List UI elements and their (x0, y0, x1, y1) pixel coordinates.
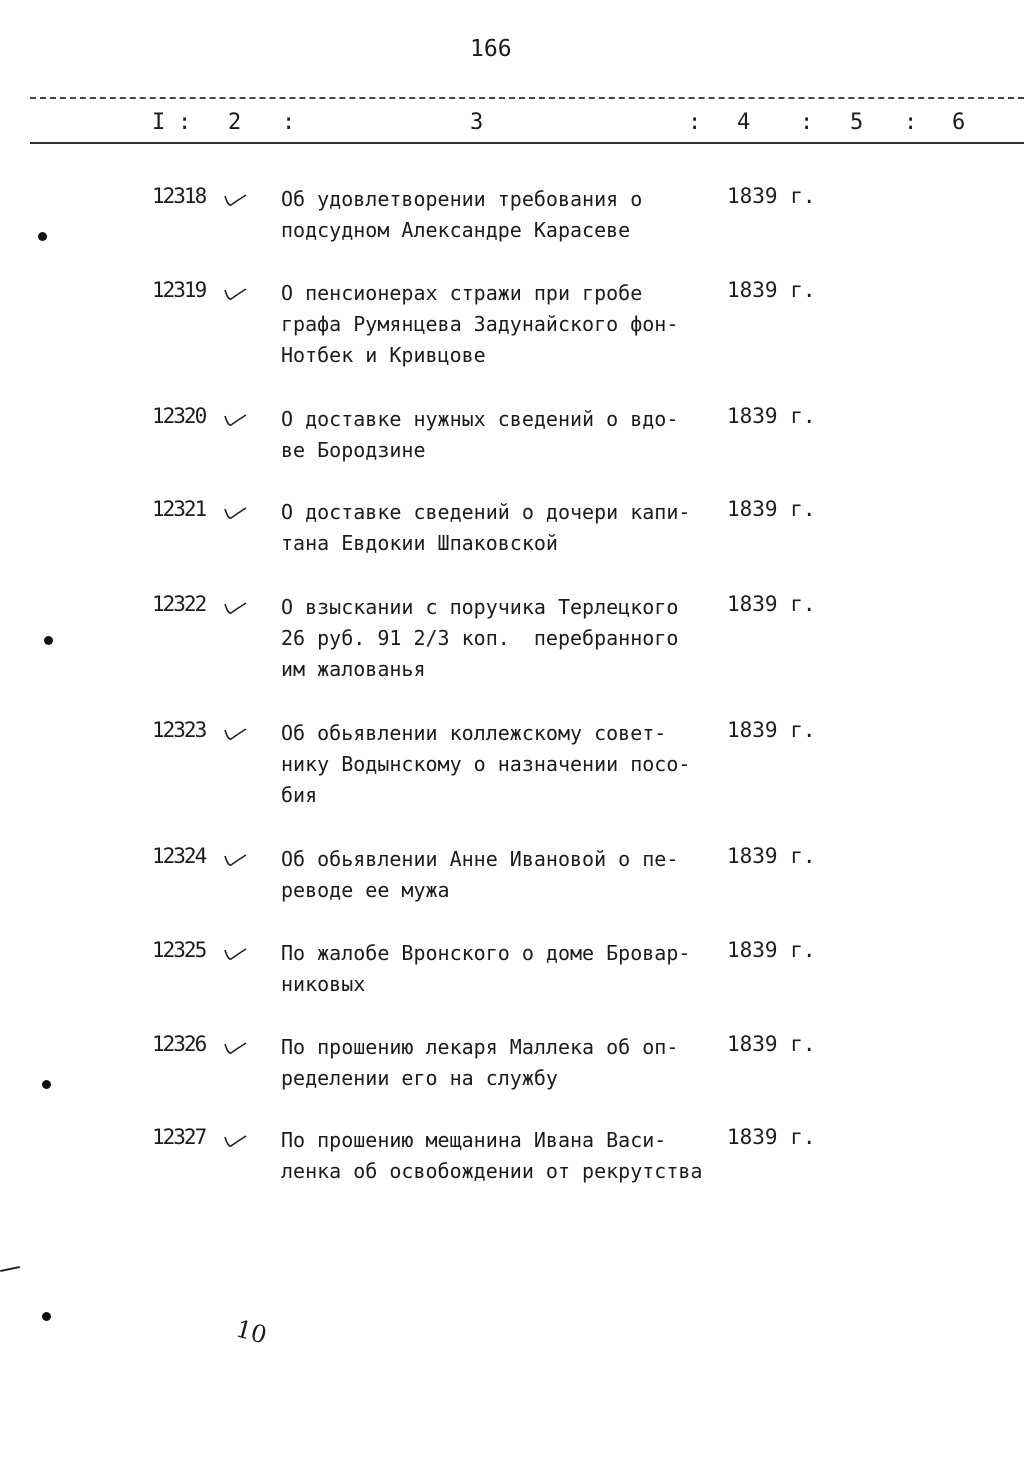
check-mark-icon (222, 503, 248, 521)
description-line: О доставке нужных сведений о вдо- (281, 407, 679, 431)
description-line: О доставке сведений о дочери капи- (281, 500, 691, 524)
entry-description (281, 278, 678, 371)
handwritten-mark: 10 (232, 1314, 270, 1350)
description-line: 26 руб. 91 2/3 коп. перебранного (281, 626, 679, 650)
header-rule (30, 142, 1024, 144)
description-line: Об удовлетворении требования о (281, 187, 643, 211)
check-mark-icon (222, 944, 248, 962)
top-rule (30, 97, 1024, 99)
check-mark-icon (222, 284, 248, 302)
entry-description (281, 1032, 678, 1094)
description-line: ве Бородзине (281, 438, 426, 462)
punch-hole (38, 232, 47, 241)
col-2: 2 (228, 110, 242, 135)
col-4: 4 (737, 110, 751, 135)
entry-year: 1839 г. (727, 844, 816, 868)
col-sep: : (688, 110, 702, 135)
col-1: I (152, 110, 166, 135)
description-line: тана Евдокии Шпаковской (281, 531, 558, 555)
entry-number: 12320 (152, 404, 206, 428)
entry-number: 12325 (152, 938, 206, 962)
description-line: О пенсионерах стражи при гробе (281, 281, 643, 305)
description-line: нику Водынскому о назначении посо- (281, 752, 691, 776)
entry-year: 1839 г. (727, 592, 816, 616)
entry-description (281, 592, 678, 685)
entry-number: 12321 (152, 497, 206, 521)
check-mark-icon (222, 598, 248, 616)
col-5: 5 (850, 110, 864, 135)
punch-hole (42, 1312, 51, 1321)
col-sep: : (800, 110, 814, 135)
description-line: реводе ее мужа (281, 878, 450, 902)
entry-year: 1839 г. (727, 404, 816, 428)
entry-description (281, 718, 690, 811)
entry-year: 1839 г. (727, 938, 816, 962)
description-line: По прошению мещанина Ивана Васи- (281, 1128, 667, 1152)
description-line: ределении его на службу (281, 1066, 558, 1090)
entry-number: 12327 (152, 1125, 206, 1149)
entry-number: 12322 (152, 592, 206, 616)
col-sep: : (904, 110, 918, 135)
entry-description (281, 497, 690, 559)
margin-mark (0, 1266, 20, 1272)
description-line: подсудном Александре Карасеве (281, 218, 631, 242)
description-line: бия (281, 783, 318, 807)
description-line: ленка об освобождении от рекрутства (281, 1159, 703, 1183)
col-6: 6 (952, 110, 966, 135)
check-mark-icon (222, 724, 248, 742)
entry-description (281, 404, 678, 466)
check-mark-icon (222, 190, 248, 208)
description-line: По жалобе Вронского о доме Бровар- (281, 941, 691, 965)
entry-number: 12318 (152, 184, 206, 208)
description-line: По прошению лекаря Маллека об оп- (281, 1035, 679, 1059)
entry-number: 12324 (152, 844, 206, 868)
entry-description (281, 184, 642, 246)
entry-number: 12323 (152, 718, 206, 742)
entry-year: 1839 г. (727, 278, 816, 302)
entry-description (281, 1125, 702, 1187)
punch-hole (42, 1080, 51, 1089)
description-line: никовых (281, 972, 366, 996)
entry-description (281, 938, 690, 1000)
entry-number: 12326 (152, 1032, 206, 1056)
description-line: Об обьявлении Анне Ивановой о пе- (281, 847, 679, 871)
entry-year: 1839 г. (727, 718, 816, 742)
description-line: Нотбек и Кривцове (281, 343, 486, 367)
check-mark-icon (222, 1038, 248, 1056)
entry-number: 12319 (152, 278, 206, 302)
entry-year: 1839 г. (727, 1125, 816, 1149)
description-line: им жалованья (281, 657, 426, 681)
check-mark-icon (222, 410, 248, 428)
description-line: О взыскании с поручика Терлецкого (281, 595, 679, 619)
entry-year: 1839 г. (727, 184, 816, 208)
entry-description (281, 844, 678, 906)
col-3: 3 (470, 110, 484, 135)
entry-year: 1839 г. (727, 497, 816, 521)
entry-year: 1839 г. (727, 1032, 816, 1056)
description-line: Об обьявлении коллежскому совет- (281, 721, 667, 745)
check-mark-icon (222, 1131, 248, 1149)
page-number: 166 (470, 36, 512, 62)
description-line: графа Румянцева Задунайского фон- (281, 312, 679, 336)
check-mark-icon (222, 850, 248, 868)
col-sep: : (282, 110, 296, 135)
punch-hole (44, 636, 53, 645)
col-sep: : (178, 110, 192, 135)
